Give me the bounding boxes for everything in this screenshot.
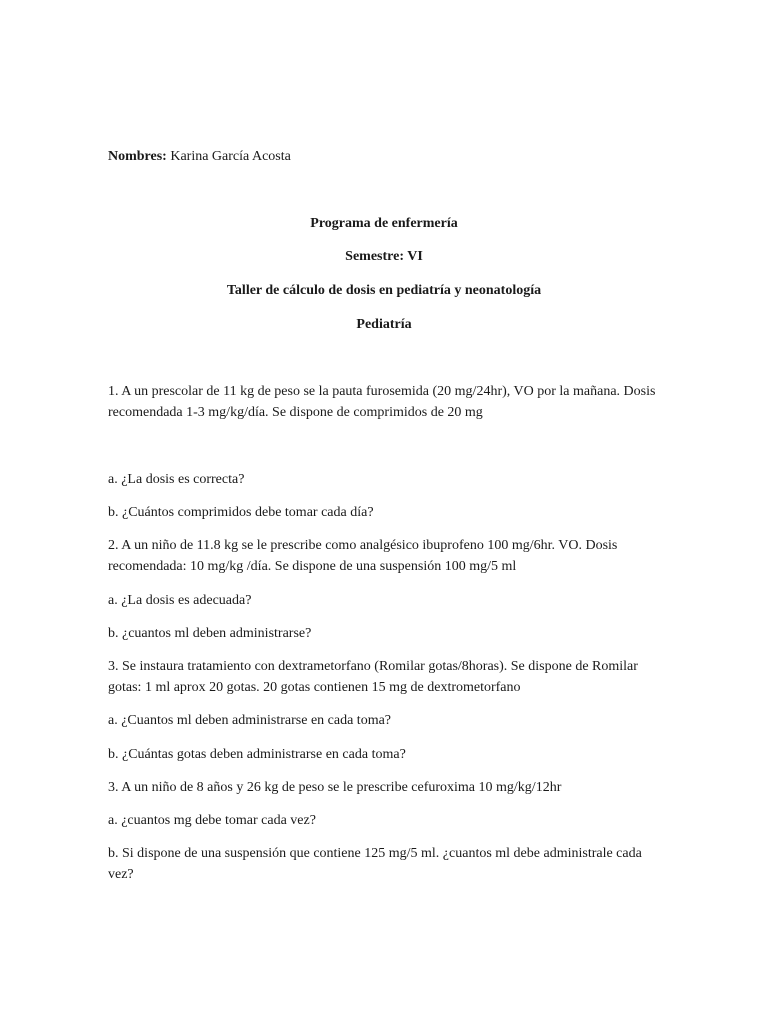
- names-value: Karina García Acosta: [166, 149, 291, 164]
- program-title: Programa de enfermería: [310, 216, 458, 231]
- question-2b: b. ¿cuantos ml deben administrarse?: [108, 626, 312, 641]
- semester-title: Semestre: VI: [345, 249, 423, 264]
- names-label: Nombres:: [108, 149, 167, 164]
- question-4: 3. A un niño de 8 años y 26 kg de peso se le prescribe cefuroxima 10 mg/kg/12hr: [108, 780, 562, 795]
- question-4a: a. ¿cuantos mg debe tomar cada vez?: [108, 813, 316, 828]
- question-4b: b. Si dispone de una suspensión que contiene 125 mg/5 ml. ¿cuantos ml debe administrale cada vez?: [108, 846, 642, 882]
- section-title: Pediatría: [356, 317, 412, 332]
- question-1a: a. ¿La dosis es correcta?: [108, 472, 245, 487]
- question-3a: a. ¿Cuantos ml deben administrarse en cada toma?: [108, 713, 392, 728]
- question-1b: b. ¿Cuántos comprimidos debe tomar cada día?: [108, 505, 374, 520]
- names-line: [108, 149, 291, 165]
- question-2: 2. A un niño de 11.8 kg se le prescribe como analgésico ibuprofeno 100 mg/6hr. VO. Dosis recomendada: 10 mg/kg /día. Se dispone de una suspensión 100 mg/5 ml: [108, 538, 618, 574]
- question-3: 3. Se instaura tratamiento con dextrametorfano (Romilar gotas/8horas). Se dispone de Romilar gotas: 1 ml aprox 20 gotas. 20 gotas contienen 15 mg de dextrometorfano: [108, 659, 638, 695]
- workshop-title: Taller de cálculo de dosis en pediatría y neonatología: [226, 283, 542, 298]
- question-1: 1. A un prescolar de 11 kg de peso se la pauta furosemida (20 mg/24hr), VO por la mañana. Dosis recomendada 1-3 mg/kg/día. Se dispone de comprimidos de 20 mg: [108, 384, 656, 420]
- question-3b: b. ¿Cuántas gotas deben administrarse en cada toma?: [108, 747, 406, 762]
- question-2a: a. ¿La dosis es adecuada?: [108, 593, 252, 608]
